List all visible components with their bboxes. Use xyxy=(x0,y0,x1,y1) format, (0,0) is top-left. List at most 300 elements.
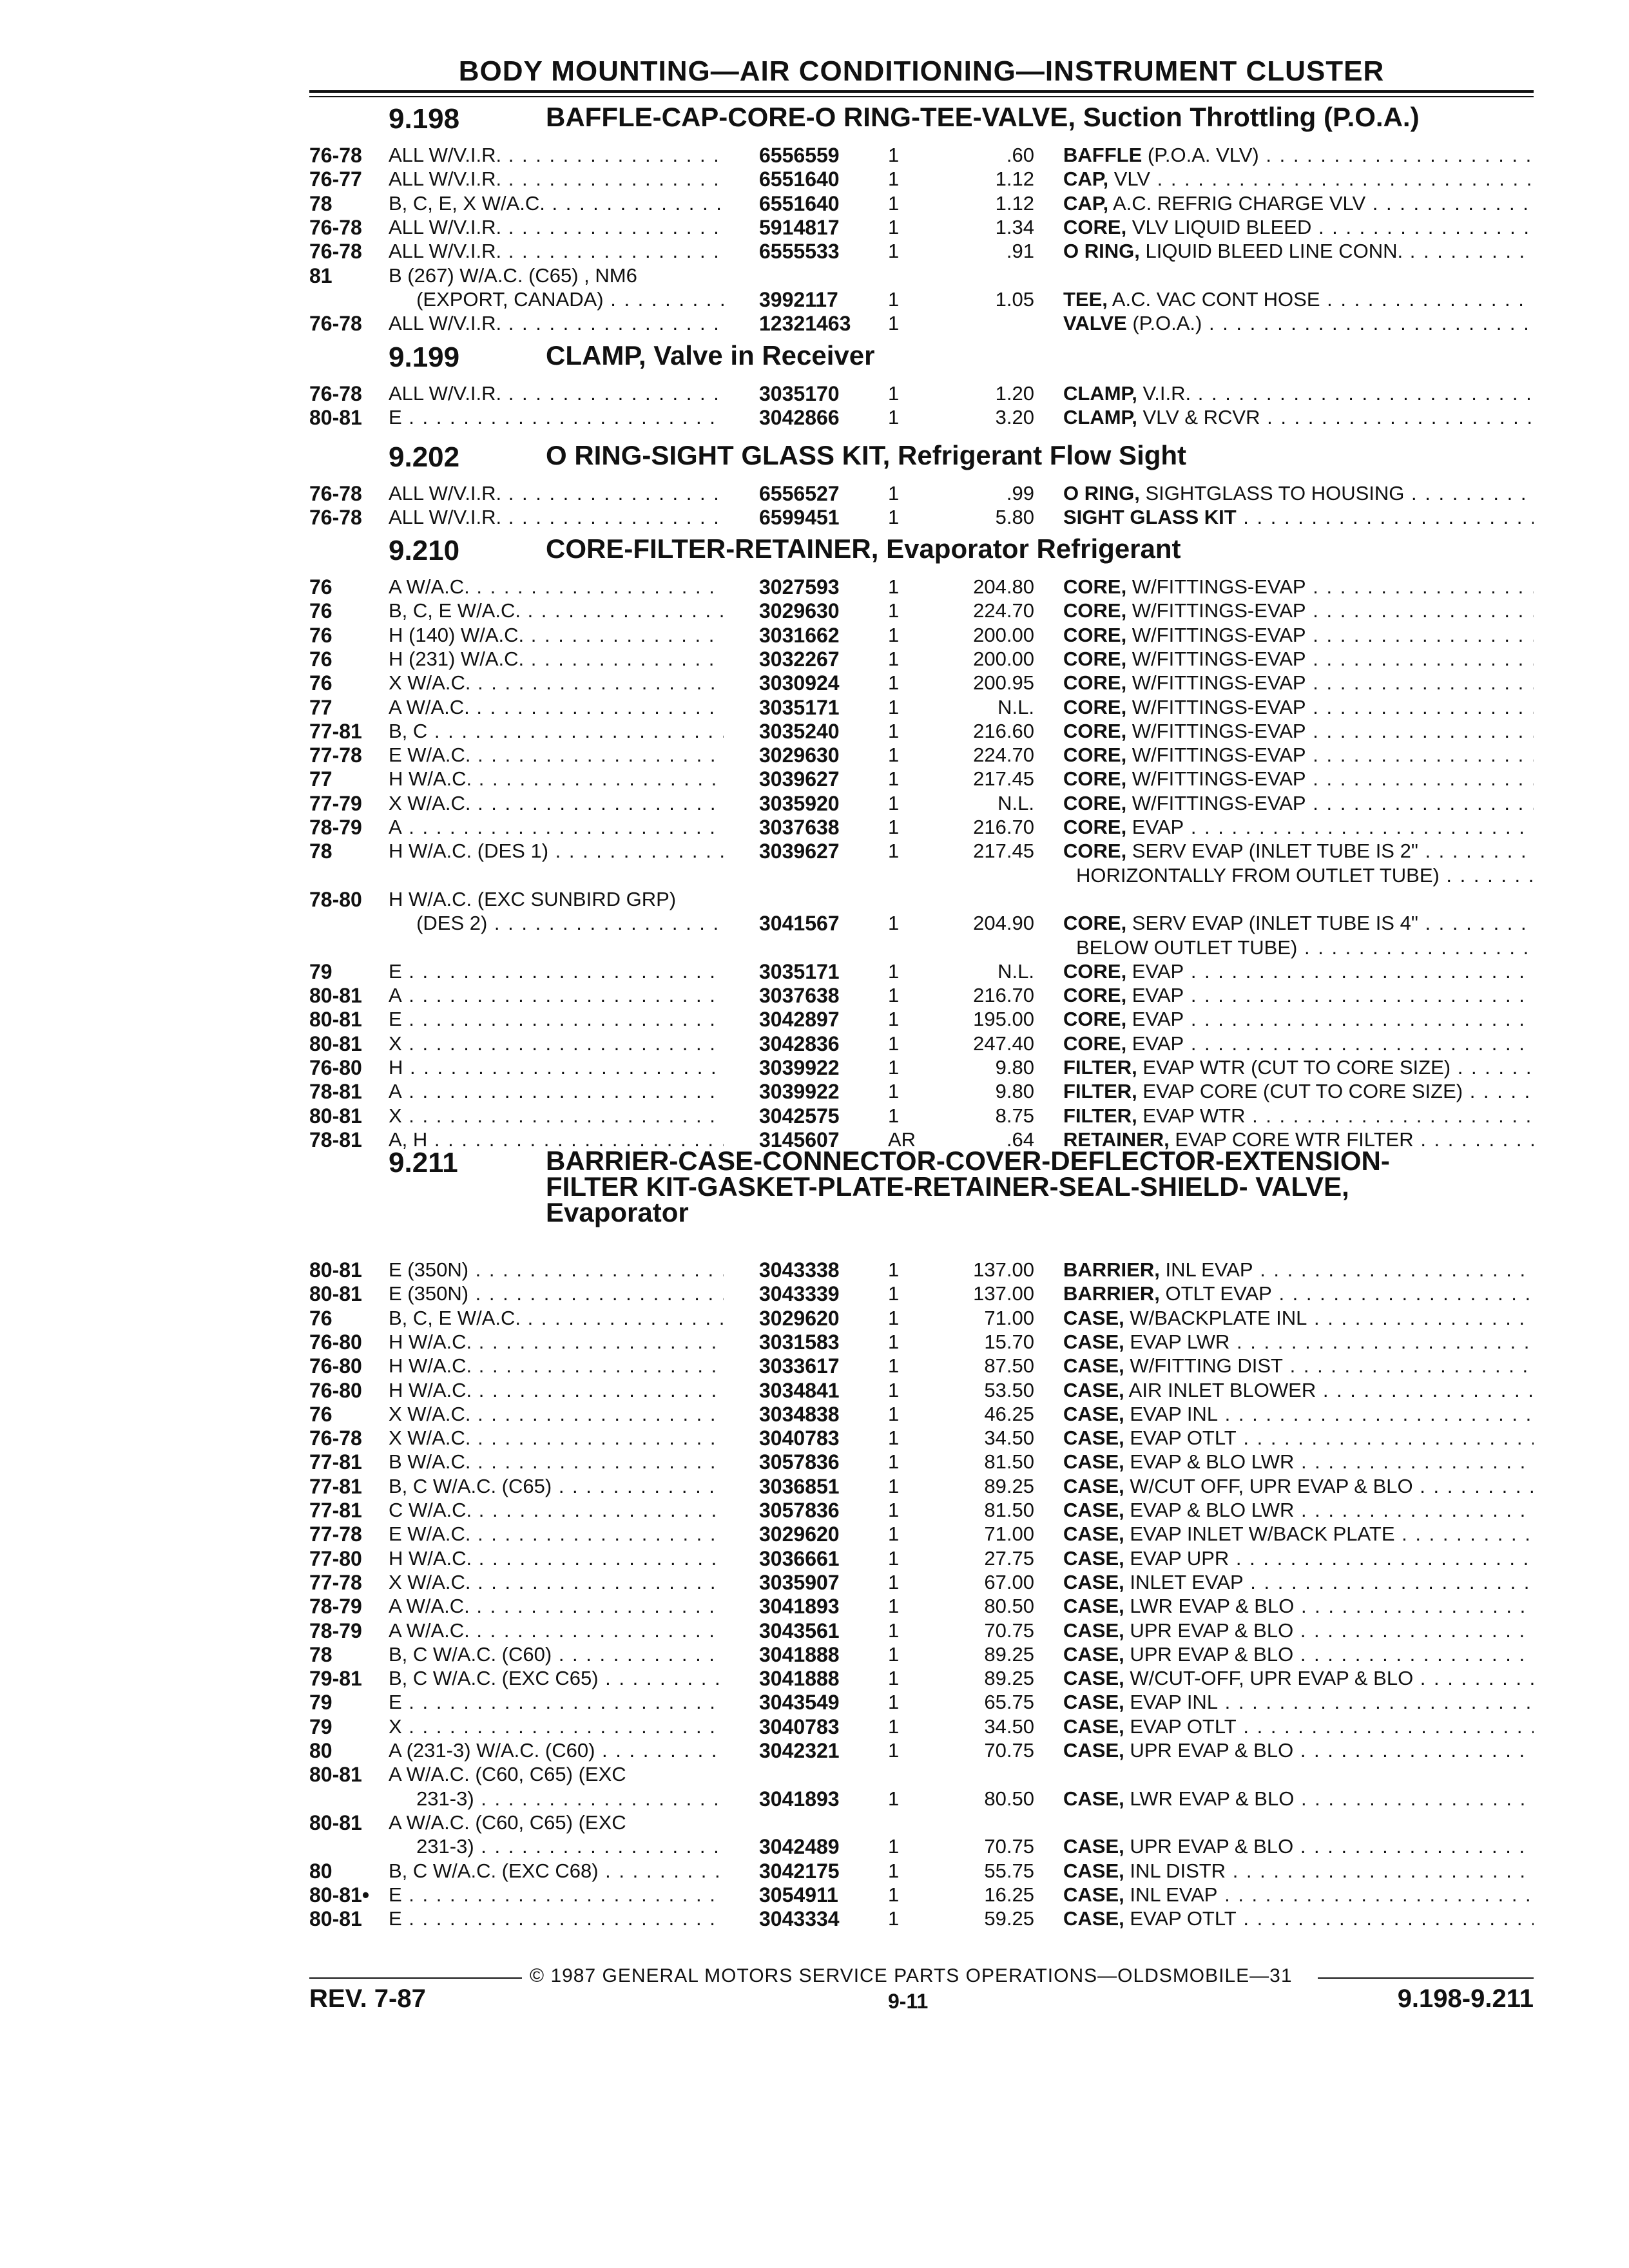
description-keyword: CORE, xyxy=(1063,767,1127,791)
part-number: 3041888 xyxy=(759,1642,840,1666)
model-years: 77-78 xyxy=(309,744,362,767)
part-row xyxy=(0,1378,1629,1403)
part-description xyxy=(1063,719,1534,744)
description-detail: W/FITTINGS-EVAP xyxy=(1126,599,1306,622)
part-description xyxy=(1063,767,1534,791)
price: N.L. xyxy=(998,695,1034,718)
model-years: 78 xyxy=(309,191,333,215)
part-number: 3039922 xyxy=(759,1080,840,1104)
quantity: 1 xyxy=(888,1008,900,1031)
part-number: 3041888 xyxy=(759,1667,840,1691)
description-keyword: BARRIER, xyxy=(1063,1258,1160,1281)
description-detail: EVAP OTLT xyxy=(1124,1427,1237,1450)
price: 216.70 xyxy=(973,816,1034,838)
part-row xyxy=(0,1104,1629,1128)
description-detail: OTLT EVAP xyxy=(1159,1282,1272,1305)
price: 81.50 xyxy=(984,1499,1034,1521)
description-detail: (P.O.A.) xyxy=(1126,312,1202,335)
application: ALL W/V.I.R. . . . xyxy=(389,215,724,240)
quantity: 1 xyxy=(888,1570,900,1593)
quantity: 1 xyxy=(888,1378,900,1401)
application: E W/A.C. . . . xyxy=(389,1522,724,1546)
model-years: 79 xyxy=(309,959,333,983)
application: A, H . . . xyxy=(389,1128,724,1152)
part-row xyxy=(0,815,1629,840)
price: 8.75 xyxy=(995,1104,1034,1127)
model-years: 79 xyxy=(309,1715,333,1738)
description-detail: EVAP OTLT xyxy=(1124,1715,1237,1738)
quantity: 1 xyxy=(888,1619,900,1642)
description-detail: EVAP & BLO LWR xyxy=(1124,1499,1295,1521)
model-years: 76-78 xyxy=(309,144,362,167)
part-description xyxy=(1063,381,1534,406)
part-description xyxy=(1063,1306,1534,1331)
part-row xyxy=(0,167,1629,191)
part-description xyxy=(1063,405,1534,430)
quantity: 1 xyxy=(888,506,900,529)
description-detail: W/FITTINGS-EVAP xyxy=(1126,695,1306,718)
part-number: 3036661 xyxy=(759,1546,840,1570)
price: 16.25 xyxy=(984,1883,1034,1906)
part-row xyxy=(0,936,1629,960)
quantity: 1 xyxy=(888,744,900,767)
part-row xyxy=(0,743,1629,767)
application: E (350N) . . . xyxy=(389,1258,724,1282)
description-detail: INLET EVAP xyxy=(1124,1570,1244,1593)
part-row xyxy=(0,143,1629,168)
description-detail: W/FITTINGS-EVAP xyxy=(1126,767,1306,791)
part-number: 3054911 xyxy=(759,1883,838,1907)
part-row xyxy=(0,1715,1629,1739)
model-years: 76-80 xyxy=(309,1056,362,1079)
quantity: 1 xyxy=(888,719,900,742)
price: 204.90 xyxy=(973,912,1034,935)
description-keyword: VALVE xyxy=(1063,312,1127,335)
application: H W/A.C. . . . xyxy=(389,1354,724,1378)
description-keyword: CASE, xyxy=(1063,1859,1124,1882)
price: 5.80 xyxy=(995,506,1034,529)
model-years: 80-81 xyxy=(309,1104,362,1128)
part-row xyxy=(0,405,1629,430)
price: 71.00 xyxy=(984,1306,1034,1329)
quantity: 1 xyxy=(888,1642,900,1666)
quantity: 1 xyxy=(888,816,900,838)
model-years: 76-78 xyxy=(309,1427,362,1450)
description-keyword: CASE, xyxy=(1063,1883,1124,1906)
application: ALL W/V.I.R. . . . xyxy=(389,481,724,506)
model-years: 78-80 xyxy=(309,887,362,911)
price: 200.00 xyxy=(973,647,1034,670)
part-description xyxy=(1063,1883,1534,1907)
description-keyword: CLAMP, xyxy=(1063,406,1137,429)
part-description xyxy=(1063,1032,1534,1056)
price: 71.00 xyxy=(984,1523,1034,1546)
price: 3.20 xyxy=(995,406,1034,429)
quantity: 1 xyxy=(888,912,900,935)
description-detail: W/FITTINGS-EVAP xyxy=(1126,744,1306,767)
application: C W/A.C. . . . xyxy=(389,1498,724,1523)
quantity: 1 xyxy=(888,1499,900,1521)
section-number: 9.211 xyxy=(389,1147,458,1178)
quantity: 1 xyxy=(888,1474,900,1497)
model-years: 78-81 xyxy=(309,1128,362,1151)
part-description xyxy=(1063,863,1534,888)
application: A . . . xyxy=(389,983,724,1008)
quantity: 1 xyxy=(888,695,900,718)
part-row xyxy=(0,1570,1629,1595)
price: 137.00 xyxy=(973,1282,1034,1305)
model-years: 80-81 xyxy=(309,1008,362,1032)
description-detail: EVAP xyxy=(1126,959,1184,983)
part-description xyxy=(1063,695,1534,720)
quantity: 1 xyxy=(888,959,900,983)
description-detail: EVAP xyxy=(1126,984,1184,1007)
description-detail: SERV EVAP (INLET TUBE IS 4" xyxy=(1126,912,1418,935)
application: E . . . xyxy=(389,1690,724,1715)
description-detail: (P.O.A. VLV) xyxy=(1142,144,1259,166)
application: X . . . xyxy=(389,1032,724,1056)
part-number: 3035240 xyxy=(759,719,840,743)
model-years: 77-79 xyxy=(309,791,362,815)
part-row xyxy=(0,1762,1629,1787)
quantity: 1 xyxy=(888,287,900,311)
part-number: 3031662 xyxy=(759,623,840,647)
footer-section-range: 9.198-9.211 xyxy=(1397,1984,1534,2013)
part-row xyxy=(0,1859,1629,1883)
price: 9.80 xyxy=(995,1080,1034,1103)
model-years: 76 xyxy=(309,599,333,623)
price: 46.25 xyxy=(984,1402,1034,1425)
part-number: 3027593 xyxy=(759,575,840,599)
quantity: 1 xyxy=(888,1859,900,1882)
part-number: 3035171 xyxy=(759,695,840,719)
quantity: 1 xyxy=(888,767,900,791)
quantity: 1 xyxy=(888,647,900,670)
application: ALL W/V.I.R. . . . xyxy=(389,505,724,530)
quantity: 1 xyxy=(888,1104,900,1127)
part-description xyxy=(1063,191,1534,216)
part-description xyxy=(1063,1450,1534,1474)
part-number: 3043549 xyxy=(759,1691,840,1715)
model-years: 77-81 xyxy=(309,719,362,743)
part-row xyxy=(0,1594,1629,1619)
model-years: 78-79 xyxy=(309,1595,362,1619)
application: ALL W/V.I.R. . . . xyxy=(389,311,724,336)
part-number: 12321463 xyxy=(759,312,851,336)
section-number: 9.210 xyxy=(389,535,460,566)
description-keyword: CASE, xyxy=(1063,1499,1124,1521)
application: E . . . xyxy=(389,1907,724,1931)
description-keyword: CORE, xyxy=(1063,575,1127,598)
model-years: 80-81 xyxy=(309,984,362,1008)
quantity: 1 xyxy=(888,1354,900,1378)
quantity: 1 xyxy=(888,215,900,238)
part-description xyxy=(1063,671,1534,695)
description-keyword: CAP, xyxy=(1063,168,1109,191)
part-row xyxy=(0,647,1629,671)
model-years: 76 xyxy=(309,671,333,695)
price: 9.80 xyxy=(995,1056,1034,1079)
description-keyword: CORE, xyxy=(1063,912,1127,935)
model-years: 76 xyxy=(309,575,333,599)
part-description xyxy=(1063,239,1534,264)
application: ALL W/V.I.R. . . . xyxy=(389,239,724,264)
description-detail: EVAP & BLO LWR xyxy=(1124,1450,1295,1474)
description-keyword: CASE, xyxy=(1063,1450,1124,1474)
model-years: 76-80 xyxy=(309,1378,362,1402)
part-number: 5914817 xyxy=(759,215,840,239)
part-number: 3031583 xyxy=(759,1330,840,1354)
price: 216.60 xyxy=(973,719,1034,742)
part-description xyxy=(1063,481,1534,506)
description-keyword: CASE, xyxy=(1063,1378,1124,1401)
description-detail: AIR INLET BLOWER xyxy=(1124,1378,1316,1401)
price: 1.20 xyxy=(995,382,1034,405)
model-years: 78-81 xyxy=(309,1080,362,1104)
part-row xyxy=(0,1690,1629,1715)
part-row xyxy=(0,719,1629,744)
price: 204.80 xyxy=(973,575,1034,598)
description-detail: LIQUID BLEED LINE CONN. xyxy=(1139,240,1403,263)
description-keyword: CAP, xyxy=(1063,191,1109,215)
description-keyword: CORE, xyxy=(1063,623,1127,646)
description-keyword: CASE, xyxy=(1063,1402,1124,1425)
part-number: 3041893 xyxy=(759,1595,840,1619)
part-description xyxy=(1063,1007,1534,1032)
price: 1.12 xyxy=(995,168,1034,191)
description-keyword: CASE, xyxy=(1063,1546,1124,1570)
footer-rule-right xyxy=(1318,1977,1534,1979)
part-row xyxy=(0,959,1629,984)
price: .91 xyxy=(1006,240,1034,263)
model-years: 81 xyxy=(309,264,333,287)
description-detail: VLV & RCVR xyxy=(1137,406,1260,429)
model-years: 77-80 xyxy=(309,1546,362,1570)
application: H W/A.C. . . . xyxy=(389,1546,724,1571)
part-row xyxy=(0,1032,1629,1056)
price: 59.25 xyxy=(984,1907,1034,1930)
part-row xyxy=(0,983,1629,1008)
description-detail: W/CUT OFF, UPR EVAP & BLO xyxy=(1124,1474,1413,1497)
description-keyword: FILTER, xyxy=(1063,1104,1137,1127)
part-row xyxy=(0,599,1629,623)
part-row xyxy=(0,1055,1629,1080)
part-number: 3029620 xyxy=(759,1306,840,1330)
part-number: 3043338 xyxy=(759,1258,840,1282)
quantity: 1 xyxy=(888,482,900,505)
price: 70.75 xyxy=(984,1619,1034,1642)
price: 1.34 xyxy=(995,215,1034,238)
part-number: 3039922 xyxy=(759,1056,840,1079)
part-row xyxy=(0,791,1629,816)
description-detail: EVAP INL xyxy=(1124,1691,1219,1714)
section-title: O RING-SIGHT GLASS KIT, Refrigerant Flow Sight xyxy=(546,440,1187,470)
part-number: 3029630 xyxy=(759,744,840,767)
model-years: 78 xyxy=(309,840,333,863)
part-row xyxy=(0,1282,1629,1306)
description-detail: EVAP CORE WTR FILTER xyxy=(1169,1128,1414,1151)
part-row xyxy=(0,311,1629,336)
description-detail: LWR EVAP & BLO xyxy=(1124,1595,1295,1618)
part-row xyxy=(0,1619,1629,1643)
application: B, C, E, X W/A.C. . . . xyxy=(389,191,724,216)
application: B (267) W/A.C. (C65) , NM6 xyxy=(389,264,637,287)
part-row xyxy=(0,767,1629,791)
quantity: 1 xyxy=(888,1080,900,1103)
model-years: 77-81 xyxy=(309,1450,362,1474)
part-description xyxy=(1063,599,1534,623)
application: A W/A.C. (C60, C65) (EXC xyxy=(389,1763,626,1786)
model-years: 80 xyxy=(309,1739,333,1762)
description-keyword: CORE, xyxy=(1063,647,1127,670)
model-years: 77 xyxy=(309,767,333,791)
model-years: 80-81 xyxy=(309,1282,362,1306)
description-keyword: CORE, xyxy=(1063,816,1127,838)
price: .60 xyxy=(1006,144,1034,166)
quantity: 1 xyxy=(888,1450,900,1474)
part-row xyxy=(0,575,1629,599)
part-number: 3035920 xyxy=(759,791,840,815)
part-row xyxy=(0,1258,1629,1282)
part-row xyxy=(0,239,1629,264)
description-detail: BELOW OUTLET TUBE) xyxy=(1076,936,1298,959)
description-keyword: CORE, xyxy=(1063,695,1127,718)
description-keyword: O RING, xyxy=(1063,482,1140,505)
quantity: 1 xyxy=(888,1595,900,1618)
part-number: 3029620 xyxy=(759,1523,840,1546)
model-years: 80-81 xyxy=(309,1907,362,1931)
part-description xyxy=(1063,1426,1534,1450)
part-description xyxy=(1063,1859,1534,1883)
description-detail: VLV xyxy=(1108,168,1150,191)
model-years: 76-78 xyxy=(309,240,362,264)
application: A (231-3) W/A.C. (C60) . . . xyxy=(389,1738,724,1763)
page-title: BODY MOUNTING—AIR CONDITIONING—INSTRUMENT CLUSTER xyxy=(458,55,1385,87)
part-row xyxy=(0,215,1629,240)
section-title: CLAMP, Valve in Receiver xyxy=(546,340,875,370)
part-description xyxy=(1063,936,1534,960)
description-keyword: CORE, xyxy=(1063,840,1127,863)
application: E W/A.C. . . . xyxy=(389,743,724,767)
quantity: 1 xyxy=(888,1546,900,1570)
part-number: 3043334 xyxy=(759,1907,840,1931)
application: A W/A.C. . . . xyxy=(389,1619,724,1643)
part-number: 6551640 xyxy=(759,191,840,215)
part-description xyxy=(1063,1402,1534,1427)
model-years: 77-78 xyxy=(309,1523,362,1546)
price: 80.50 xyxy=(984,1787,1034,1810)
part-number: 3043561 xyxy=(759,1619,840,1642)
description-keyword: CASE, xyxy=(1063,1715,1124,1738)
section-title: BARRIER-CASE-CONNECTOR-COVER-DEFLECTOR-EXTENSION- FILTER KIT-GASKET-PLATE-RETAINER-SEAL-SHIELD- VALVE, Evaporator xyxy=(546,1146,1390,1227)
description-keyword: CORE, xyxy=(1063,791,1127,814)
part-description xyxy=(1063,791,1534,816)
quantity: 1 xyxy=(888,1739,900,1762)
price: N.L. xyxy=(998,791,1034,814)
application: A W/A.C. (C60, C65) (EXC xyxy=(389,1811,626,1834)
description-keyword: FILTER, xyxy=(1063,1056,1137,1079)
description-keyword: CASE, xyxy=(1063,1619,1124,1642)
model-years: 76-78 xyxy=(309,482,362,505)
section-title: CORE-FILTER-RETAINER, Evaporator Refrigerant xyxy=(546,533,1181,564)
part-description xyxy=(1063,911,1534,936)
application: (EXPORT, CANADA) . . . xyxy=(389,287,724,312)
quantity: 1 xyxy=(888,575,900,598)
description-keyword: CORE, xyxy=(1063,671,1127,695)
part-row xyxy=(0,1402,1629,1427)
price: 200.00 xyxy=(973,623,1034,646)
part-row xyxy=(0,623,1629,648)
application: A W/A.C. . . . xyxy=(389,1594,724,1619)
footer-rule-left xyxy=(309,1977,522,1979)
part-description xyxy=(1063,815,1534,840)
quantity: 1 xyxy=(888,1907,900,1930)
quantity: 1 xyxy=(888,840,900,863)
part-description xyxy=(1063,1738,1534,1763)
part-number: 3043339 xyxy=(759,1282,840,1306)
part-description xyxy=(1063,143,1534,168)
part-number: 6556559 xyxy=(759,144,840,167)
model-years: 76 xyxy=(309,623,333,647)
part-description xyxy=(1063,1055,1534,1080)
part-number: 3042897 xyxy=(759,1008,840,1032)
part-description xyxy=(1063,287,1534,312)
description-keyword: BARRIER, xyxy=(1063,1282,1160,1305)
part-row xyxy=(0,1666,1629,1691)
part-number: 3032267 xyxy=(759,647,840,671)
part-row xyxy=(0,1306,1629,1331)
model-years: 77-81 xyxy=(309,1474,362,1498)
quantity: 1 xyxy=(888,791,900,814)
application: X . . . xyxy=(389,1104,724,1128)
application: 231-3) . . . xyxy=(389,1787,724,1811)
part-description xyxy=(1063,1690,1534,1715)
part-number: 3041567 xyxy=(759,912,840,936)
application: H . . . xyxy=(389,1055,724,1080)
price: 200.95 xyxy=(973,671,1034,695)
description-detail: EVAP INL xyxy=(1124,1402,1219,1425)
part-row xyxy=(0,1834,1629,1859)
section-number: 9.199 xyxy=(389,341,460,373)
part-row xyxy=(0,381,1629,406)
description-keyword: CORE, xyxy=(1063,1008,1127,1031)
part-row xyxy=(0,1907,1629,1931)
description-keyword: CORE, xyxy=(1063,599,1127,622)
part-row xyxy=(0,1522,1629,1546)
model-years: 80-81• xyxy=(309,1883,370,1907)
part-description xyxy=(1063,1787,1534,1811)
part-description xyxy=(1063,1619,1534,1643)
description-keyword: CASE, xyxy=(1063,1787,1124,1810)
part-description xyxy=(1063,1522,1534,1546)
description-detail: UPR EVAP & BLO xyxy=(1124,1835,1294,1858)
price: 1.12 xyxy=(995,191,1034,215)
price: N.L. xyxy=(998,959,1034,983)
quantity: 1 xyxy=(888,168,900,191)
description-detail: W/FITTINGS-EVAP xyxy=(1126,623,1306,646)
description-keyword: CASE, xyxy=(1063,1691,1124,1714)
part-row xyxy=(0,1426,1629,1450)
description-detail: EVAP INLET W/BACK PLATE xyxy=(1124,1523,1395,1546)
description-keyword: FILTER, xyxy=(1063,1080,1137,1103)
application: H W/A.C. (EXC SUNBIRD GRP) xyxy=(389,887,677,910)
price: 55.75 xyxy=(984,1859,1034,1882)
part-description xyxy=(1063,1715,1534,1739)
part-number: 3040783 xyxy=(759,1715,840,1738)
part-description xyxy=(1063,505,1534,530)
application: ALL W/V.I.R. . . . xyxy=(389,143,724,168)
description-detail: W/FITTINGS-EVAP xyxy=(1126,647,1306,670)
